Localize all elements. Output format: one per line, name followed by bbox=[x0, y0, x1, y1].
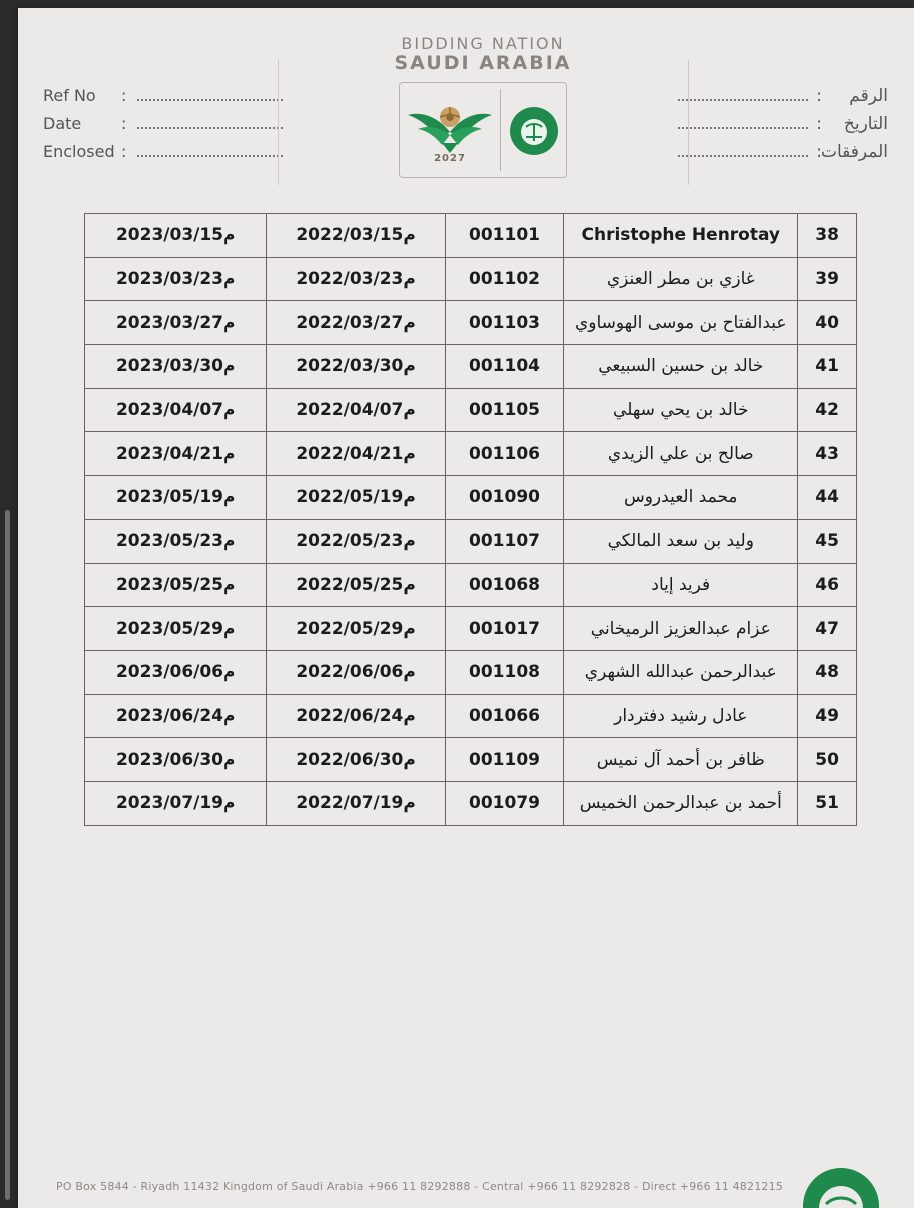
ar-field-row bbox=[678, 86, 888, 114]
bid-logo-box bbox=[399, 82, 567, 178]
player-name: عادل رشيد دفتردار bbox=[564, 694, 798, 738]
start-date: 2022/05/29م bbox=[267, 607, 445, 651]
ar-field-row bbox=[678, 142, 888, 170]
row-number: 41 bbox=[798, 345, 857, 389]
player-name: عزام عبدالعزيز الرميخاني bbox=[564, 607, 798, 651]
start-date: 2022/05/23م bbox=[267, 519, 445, 563]
player-name: Christophe Henrotay bbox=[564, 214, 798, 258]
footer-address: PO Box 5844 - Riyadh 11432 Kingdom of Saudi Arabia +966 11 8292888 - Central +966 11 8292828 - Direct +966 11 4821215 bbox=[56, 1180, 784, 1193]
player-name: محمد العيدروس bbox=[564, 476, 798, 520]
registration-table bbox=[84, 213, 857, 826]
logo-year: 2027 bbox=[434, 153, 466, 164]
table-row bbox=[85, 694, 857, 738]
registration-code: 001068 bbox=[445, 563, 564, 607]
table-row bbox=[85, 781, 857, 825]
registration-code: 001105 bbox=[445, 388, 564, 432]
ref-field-label: Ref No bbox=[43, 86, 96, 105]
registration-code: 001066 bbox=[445, 694, 564, 738]
row-number: 40 bbox=[798, 301, 857, 345]
start-date: 2022/04/21م bbox=[267, 432, 445, 476]
ref-field-blank bbox=[137, 87, 283, 101]
registration-code: 001107 bbox=[445, 519, 564, 563]
end-date: 2023/05/23م bbox=[85, 519, 267, 563]
table-row bbox=[85, 388, 857, 432]
saff-federation-logo-icon bbox=[504, 101, 564, 161]
table-row bbox=[85, 519, 857, 563]
table-row bbox=[85, 607, 857, 651]
ref-field-label: Date bbox=[43, 114, 82, 133]
brand-line2: SAUDI ARABIA bbox=[394, 52, 572, 74]
letterhead-page bbox=[18, 8, 914, 1208]
registration-code: 001104 bbox=[445, 345, 564, 389]
brand-line1: BIDDING NATION bbox=[401, 34, 565, 53]
ar-field-label: المرفقات bbox=[820, 142, 888, 162]
end-date: 2023/03/23م bbox=[85, 257, 267, 301]
ref-field-row bbox=[43, 86, 283, 114]
row-number: 43 bbox=[798, 432, 857, 476]
player-name: صالح بن علي الزيدي bbox=[564, 432, 798, 476]
end-date: 2023/04/07م bbox=[85, 388, 267, 432]
table-row bbox=[85, 214, 857, 258]
end-date: 2023/03/27م bbox=[85, 301, 267, 345]
registration-code: 001106 bbox=[445, 432, 564, 476]
end-date: 2023/04/21م bbox=[85, 432, 267, 476]
start-date: 2022/05/25م bbox=[267, 563, 445, 607]
start-date: 2022/06/06م bbox=[267, 650, 445, 694]
header-divider-left bbox=[278, 60, 279, 185]
table-row bbox=[85, 345, 857, 389]
ref-field-colon: : bbox=[121, 142, 127, 161]
row-number: 50 bbox=[798, 738, 857, 782]
row-number: 48 bbox=[798, 650, 857, 694]
end-date: 2023/06/30م bbox=[85, 738, 267, 782]
table-row bbox=[85, 432, 857, 476]
row-number: 46 bbox=[798, 563, 857, 607]
ar-field-row bbox=[678, 114, 888, 142]
registration-code: 001109 bbox=[445, 738, 564, 782]
ref-field-colon: : bbox=[121, 86, 127, 105]
start-date: 2022/03/27م bbox=[267, 301, 445, 345]
ref-field-blank bbox=[137, 115, 283, 129]
registration-code: 001102 bbox=[445, 257, 564, 301]
ar-field-colon: : bbox=[816, 114, 822, 134]
end-date: 2023/07/19م bbox=[85, 781, 267, 825]
table-row bbox=[85, 476, 857, 520]
registration-code: 001101 bbox=[445, 214, 564, 258]
table-row bbox=[85, 650, 857, 694]
brand-title bbox=[393, 34, 573, 74]
ar-field-blank bbox=[678, 143, 808, 157]
ar-field-label: الرقم bbox=[849, 86, 888, 106]
arabic-reference-fields bbox=[678, 86, 888, 170]
end-date: 2023/05/25م bbox=[85, 563, 267, 607]
ar-field-label: التاريخ bbox=[843, 114, 888, 134]
registration-code: 001079 bbox=[445, 781, 564, 825]
row-number: 44 bbox=[798, 476, 857, 520]
start-date: 2022/05/19م bbox=[267, 476, 445, 520]
row-number: 45 bbox=[798, 519, 857, 563]
start-date: 2022/03/15م bbox=[267, 214, 445, 258]
start-date: 2022/03/23م bbox=[267, 257, 445, 301]
row-number: 49 bbox=[798, 694, 857, 738]
ref-field-blank bbox=[137, 143, 283, 157]
table-row bbox=[85, 563, 857, 607]
table-row bbox=[85, 257, 857, 301]
ref-field-row bbox=[43, 114, 283, 142]
logo-separator bbox=[500, 89, 501, 171]
registration-code: 001090 bbox=[445, 476, 564, 520]
start-date: 2022/06/30م bbox=[267, 738, 445, 782]
ar-field-colon: : bbox=[816, 86, 822, 106]
row-number: 42 bbox=[798, 388, 857, 432]
ref-field-colon: : bbox=[121, 114, 127, 133]
ar-field-blank bbox=[678, 115, 808, 129]
registration-code: 001103 bbox=[445, 301, 564, 345]
start-date: 2022/04/07م bbox=[267, 388, 445, 432]
player-name: ظافر بن أحمد آل نميس bbox=[564, 738, 798, 782]
end-date: 2023/06/24م bbox=[85, 694, 267, 738]
end-date: 2023/03/30م bbox=[85, 345, 267, 389]
player-name: أحمد بن عبدالرحمن الخميس bbox=[564, 781, 798, 825]
row-number: 39 bbox=[798, 257, 857, 301]
player-name: فريد إياد bbox=[564, 563, 798, 607]
registration-code: 001017 bbox=[445, 607, 564, 651]
ar-field-blank bbox=[678, 87, 808, 101]
start-date: 2022/03/30م bbox=[267, 345, 445, 389]
player-name: عبدالرحمن عبدالله الشهري bbox=[564, 650, 798, 694]
player-name: وليد بن سعد المالكي bbox=[564, 519, 798, 563]
english-reference-fields bbox=[43, 86, 283, 170]
row-number: 38 bbox=[798, 214, 857, 258]
scrollbar[interactable] bbox=[5, 510, 10, 1200]
footer-federation-logo-icon bbox=[796, 1158, 886, 1208]
ref-field-label: Enclosed bbox=[43, 142, 115, 161]
player-name: غازي بن مطر العنزي bbox=[564, 257, 798, 301]
start-date: 2022/07/19م bbox=[267, 781, 445, 825]
row-number: 47 bbox=[798, 607, 857, 651]
player-name: خالد بن يحي سهلي bbox=[564, 388, 798, 432]
end-date: 2023/05/29م bbox=[85, 607, 267, 651]
player-name: عبدالفتاح بن موسى الهوساوي bbox=[564, 301, 798, 345]
ref-field-row bbox=[43, 142, 283, 170]
player-name: خالد بن حسين السبيعي bbox=[564, 345, 798, 389]
end-date: 2023/03/15م bbox=[85, 214, 267, 258]
row-number: 51 bbox=[798, 781, 857, 825]
table-row bbox=[85, 738, 857, 782]
end-date: 2023/06/06م bbox=[85, 650, 267, 694]
ar-field-colon: : bbox=[816, 142, 822, 162]
registration-code: 001108 bbox=[445, 650, 564, 694]
start-date: 2022/06/24م bbox=[267, 694, 445, 738]
table-row bbox=[85, 301, 857, 345]
end-date: 2023/05/19م bbox=[85, 476, 267, 520]
